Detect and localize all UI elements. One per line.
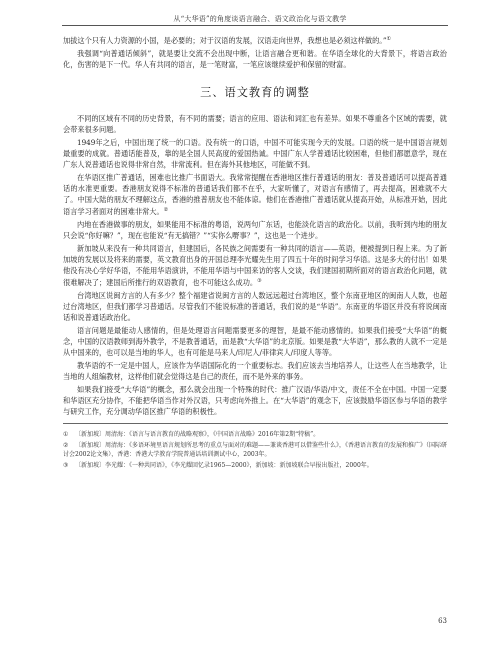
running-head: 从“大华语”的角度谈语言融合、语文政治化与语文教学 (173, 15, 347, 23)
main-content (63, 34, 447, 471)
footnote-mark: ③ (63, 461, 69, 469)
body-paragraph: 如果我们接受“大华语”的概念，那么就会出现一个特殊的时代：推广汉语/华语/中文，责任不全在中国。中国一定要和华语区充分协作，不能把华语当作对外汉语，只考虑向外推上。在“大华语”的观念下，应该鼓励华语区参与华语的教学与研究工作，充分调动华语区推广华语的积极性。 (63, 385, 447, 416)
body-paragraph: 新加坡从来没有一种共同语言，但建国后，各民族之间需要有一种共同的语言——英语，便被提到日程上来。为了新加坡的发展以及将来的需要，英文教育出身的开国总理李光耀先生用了四五十年的时间学习华语。这是多大的付出！如果他没有决心学好华语，不能用华语演讲，不能用华语与中国来访的客人交谈，我们建国初期所面对的语言政治化问题，就很难解决了；建国后所推行的双语教育，也不可能这么成功。③ (63, 244, 447, 287)
body-paragraph: 1949年之后，中国出现了统一的口语。没有统一的口语，中国不可能实现今天的发展。口语的统一是中国语言规划最重要的成就。普通话能普及，靠的是全国人民高度的爱国热诚。中国广东人学普通话比较困难，但他们都愿意学，现在广东人说普通话也说得非常自然，非常流利。但在海外其他地区，可能做不到。 (63, 138, 447, 169)
footnote-ref: ③ (257, 278, 262, 284)
body-paragraph: 加拔这个只有人力资源的小国，是必要的；对于汉语的发展，汉语走向世界，我想也是必须这样做的。”① (63, 36, 392, 45)
body-paragraph: 台湾地区说闽方言的人有多少？整个福建省说闽方言的人数远远超过台湾地区，整个东南亚地区的闽南人人数，也超过台湾地区，但我们都学习普通话。尽管我们不能说标准的普通话，我们说的是“华语”。东南亚的华语区并没有将说闽南话和说普通话政治化。 (63, 291, 447, 322)
footnote (63, 441, 447, 460)
header-rule (62, 25, 448, 26)
footnote-divider (63, 423, 448, 424)
footnote-text: 〔新加坡〕周清海：《语言与语言教育的战略观察》，《中国语言战略》2016年第2期“特稿”。 (75, 431, 320, 438)
body-paragraph: 我强调“向普通话倾斜”，就是要让交流不会出现中断，让语言融合更和谐。在华语全球化的大背景下，将语言政治化，伤害的是下一代。华人有共同的语言，是一笔财富，一笔应该继续爱护和保留的财富。 (63, 49, 447, 69)
footnote-text: 〔新加坡〕周清海：《多语环境里语言规划所思考的重点与面对的难题——兼谈香港可以借鉴些什么》，《香港语言教育的发展和推广》（国际研讨会2002论文集），香港：香港大学教育学院普通话培训测试中心，2003年。 (63, 441, 448, 458)
body-paragraph: 语言问题是最能动人感情的，但是处理语言问题需要更多的理智，是最不能动感情的。如果我们接受“大华语”的概念，中国的汉语教师到海外教学，不是教普通话，而是教“大华语”的北京版。如果是教“大华语”，那么教的人就不一定是从中国来的，也可以是当地的华人，也有可能是马来人/印尼人/菲律宾人/印度人等等。 (63, 326, 447, 357)
page-number: 63 (438, 617, 447, 625)
body-paragraph: 在华语区推广普通话，困难也比推广书面语大。我常常提醒在香港地区推行普通话的朋友：普及普通话可以提高普通话的水准更重要。香港朋友说得不标准的普通话我们都不在乎，大家听懂了，对语言有感情了，再去提高，困难就不大了。中国大陆的朋友不理解这点，香港的推普朋友也不能体谅。他们在香港推广普通话就从提高开始，从标准开始，因此语言学习者面对的困难非常大。② (63, 173, 447, 216)
footnote-mark: ① (63, 431, 69, 438)
body-paragraph: 内地在香港做事的朋友，如果能用不标准的粤语，说两句广东话，也能淡化语言的政治化。以前，我听到内地的朋友只会说“你好嘛？”，现在也能说“有无搞错？”“实你么嘢事？”，这也是一个进步。 (63, 220, 447, 240)
footnote (63, 430, 447, 440)
footnote-mark: ② (63, 441, 69, 449)
body-paragraph: 教华语的不一定是中国人，应该作为华语国际化的一个重要标志。我们应该去当地培养人，让这些人在当地教学，让当地的人组编教材，这样他们就会觉得这是自己的责任，而不是外来的事务。 (63, 361, 447, 381)
footnote-ref: ① (386, 36, 392, 42)
footnote (63, 461, 447, 471)
footnote-text: 〔新加坡〕李光耀：《一种共同语》，《李光耀回忆录1965—2000》，新加坡：新加坡联合早报出版社，2000年。 (75, 461, 373, 469)
body-paragraph: 不同的区域有不同的历史背景，有不同的需要；语言的应用、语法和词汇也有差异。如果不尊重各个区域的需要，就会带来很多问题。 (63, 114, 447, 134)
footnote-ref: ② (163, 207, 169, 213)
section-title: 三、语文教育的调整 (200, 86, 310, 99)
